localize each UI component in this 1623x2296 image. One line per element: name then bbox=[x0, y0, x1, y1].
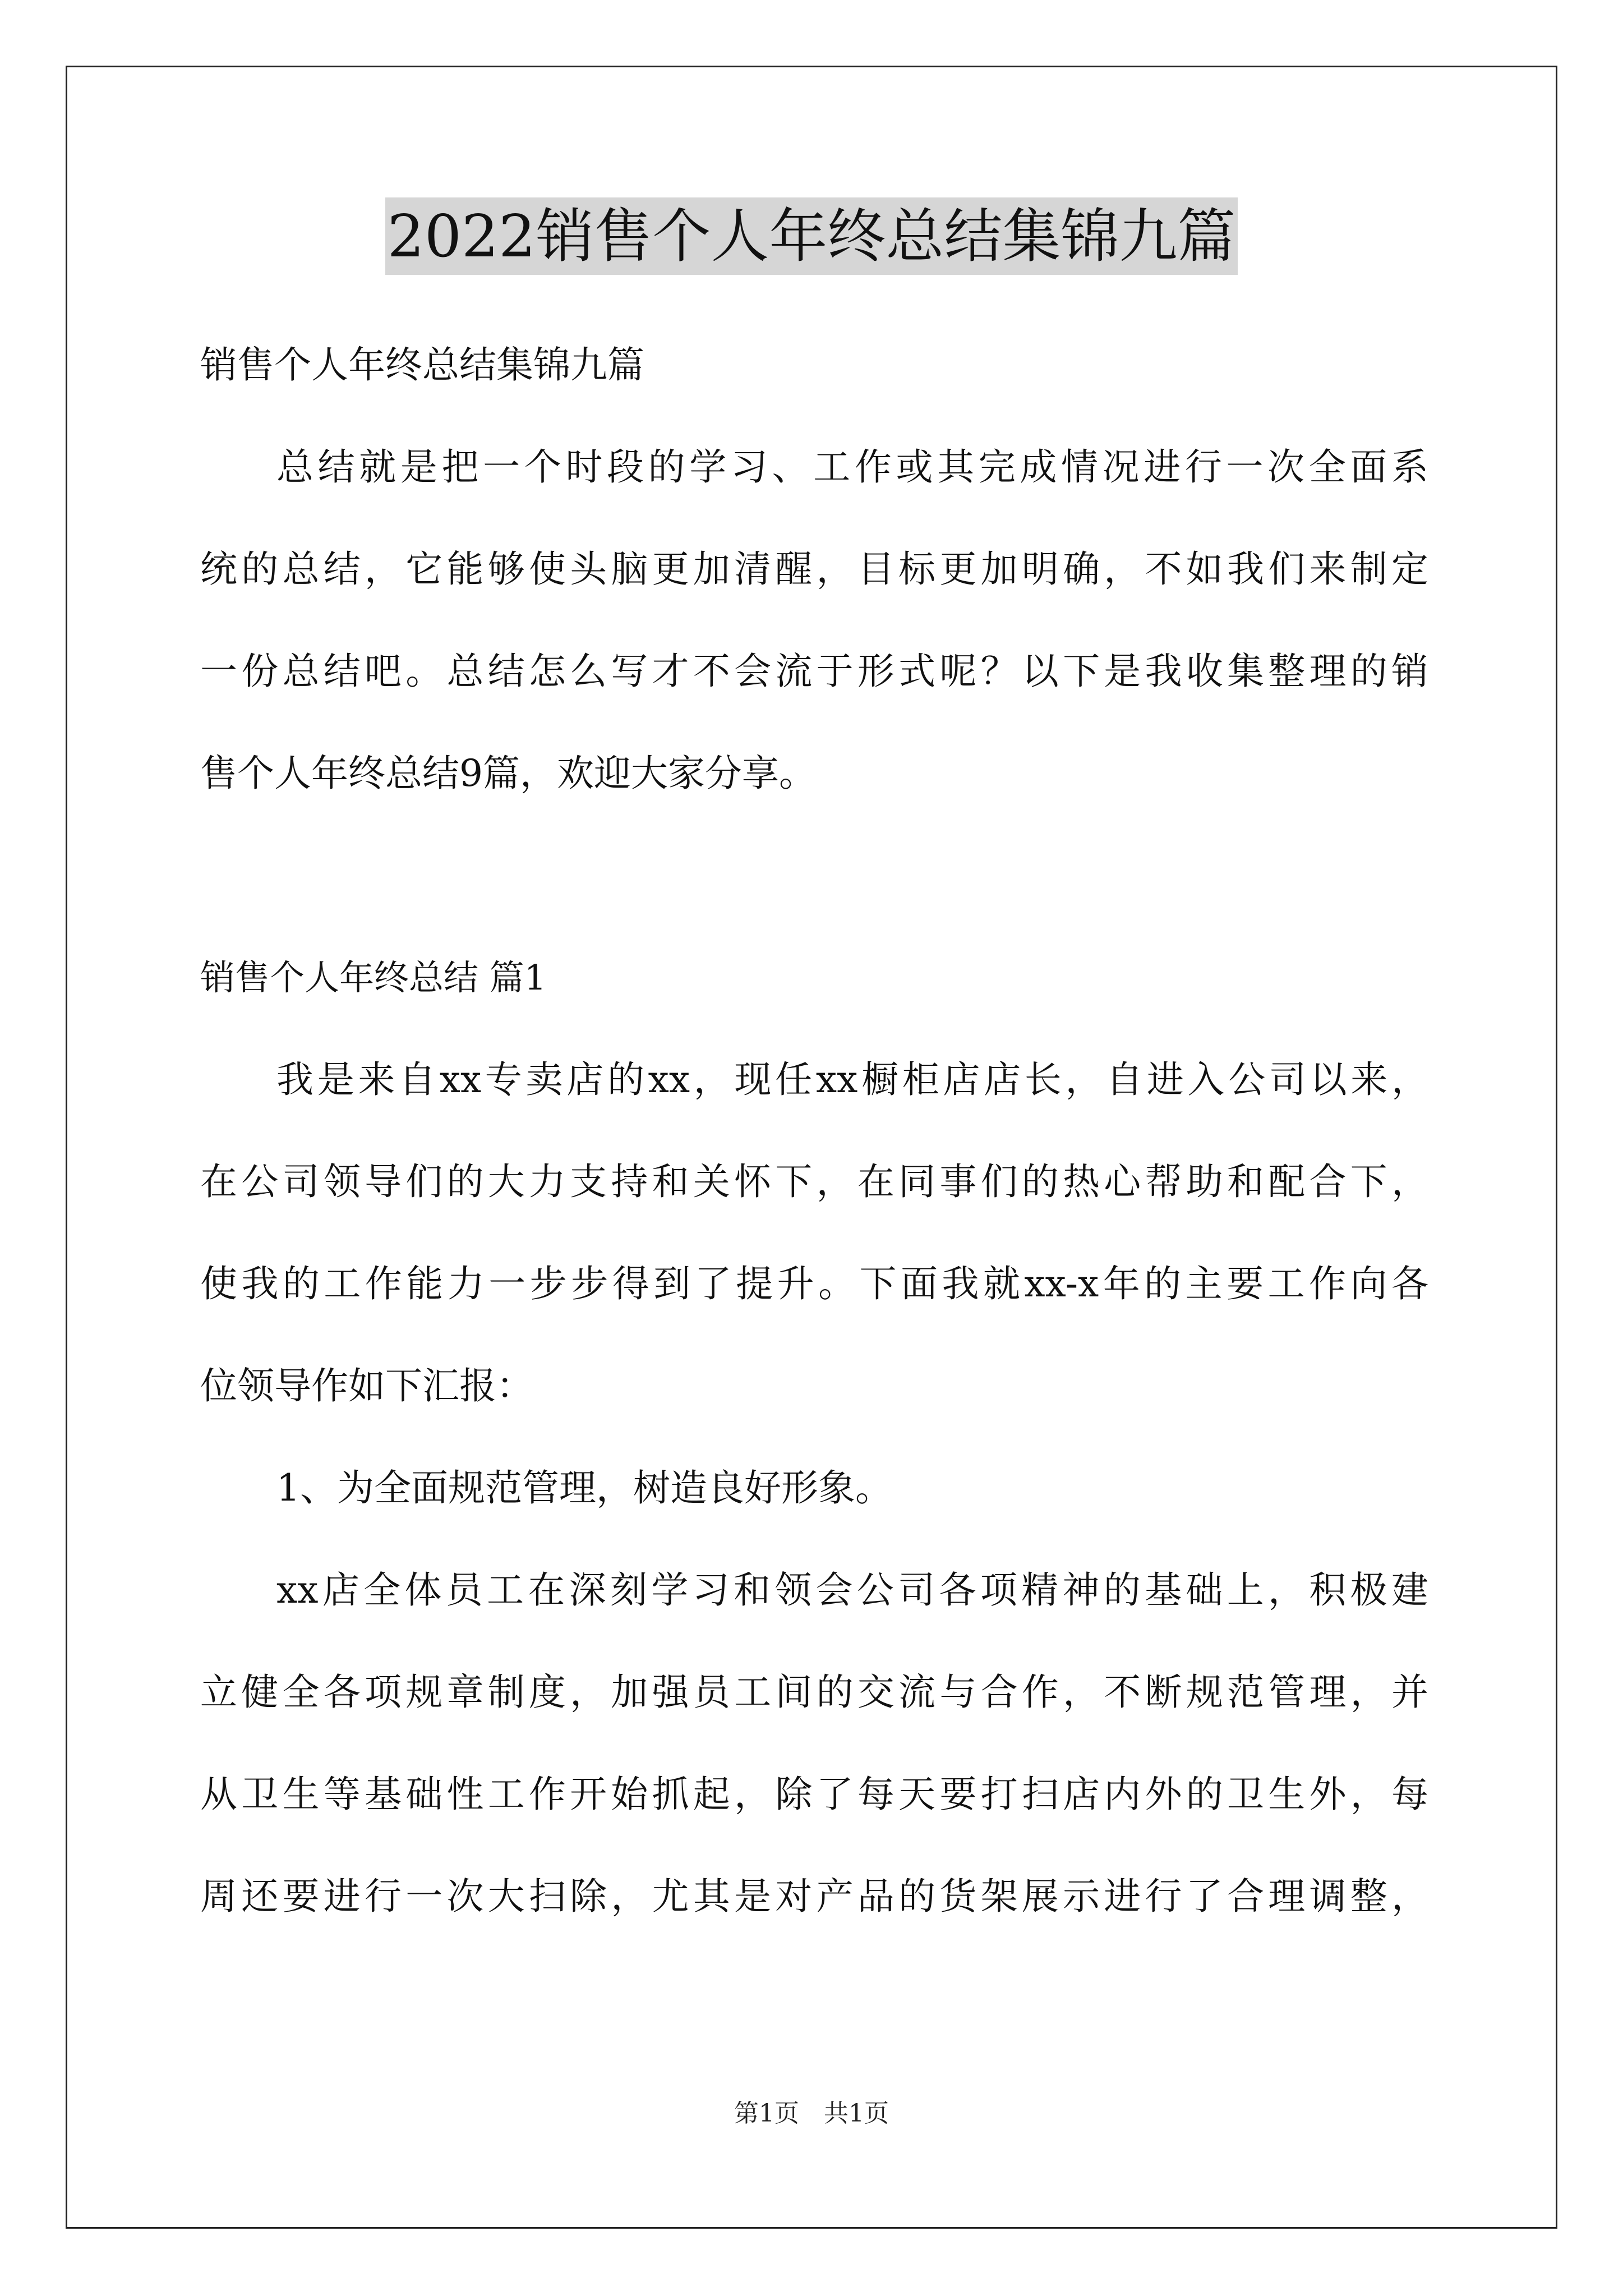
intro-paragraph bbox=[200, 416, 1428, 825]
paragraph-line: xx店全体员工在深刻学习和领会公司各项精神的基础上，积极建 bbox=[276, 1568, 1428, 1612]
section1-paragraph bbox=[200, 1029, 1428, 1437]
paragraph-line: 从卫生等基础性工作开始抓起，除了每天要打扫店内外的卫生外，每 bbox=[200, 1773, 1428, 1816]
title-wrap bbox=[0, 197, 1623, 275]
document-subtitle: 销售个人年终总结集锦九篇 bbox=[200, 343, 644, 386]
document-body bbox=[200, 314, 1428, 1948]
paragraph-line: 位领导作如下汇报： bbox=[200, 1364, 533, 1407]
paragraph-line: 在公司领导们的大力支持和关怀下，在同事们的热心帮助和配合下， bbox=[200, 1160, 1428, 1203]
section-spacer bbox=[200, 825, 1428, 927]
page-footer: 第1页 共1页 bbox=[734, 2099, 889, 2128]
document-title: 2022销售个人年终总结集锦九篇 bbox=[385, 197, 1238, 275]
paragraph-line: 我是来自xx专卖店的xx，现任xx橱柜店店长，自进入公司以来， bbox=[276, 1058, 1428, 1101]
paragraph-line: 周还要进行一次大扫除，尤其是对产品的货架展示进行了合理调整， bbox=[200, 1875, 1428, 1918]
paragraph-line: 总结就是把一个时段的学习、工作或其完成情况进行一次全面系 bbox=[276, 445, 1428, 489]
section1-paragraph-2 bbox=[200, 1539, 1428, 1948]
paragraph-line: 售个人年终总结9篇，欢迎大家分享。 bbox=[200, 752, 816, 795]
paragraph-line: 立健全各项规章制度，加强员工间的交流与合作，不断规范管理，并 bbox=[200, 1671, 1428, 1714]
list-point: 1、为全面规范管理，树造良好形象。 bbox=[276, 1466, 892, 1510]
section-heading: 销售个人年终总结 篇1 bbox=[200, 957, 547, 998]
paragraph-line: 使我的工作能力一步步得到了提升。下面我就xx-x年的主要工作向各 bbox=[200, 1262, 1428, 1305]
paragraph-line: 统的总结，它能够使头脑更加清醒，目标更加明确，不如我们来制定 bbox=[200, 547, 1428, 591]
paragraph-line: 一份总结吧。总结怎么写才不会流于形式呢？以下是我收集整理的销 bbox=[200, 650, 1428, 693]
